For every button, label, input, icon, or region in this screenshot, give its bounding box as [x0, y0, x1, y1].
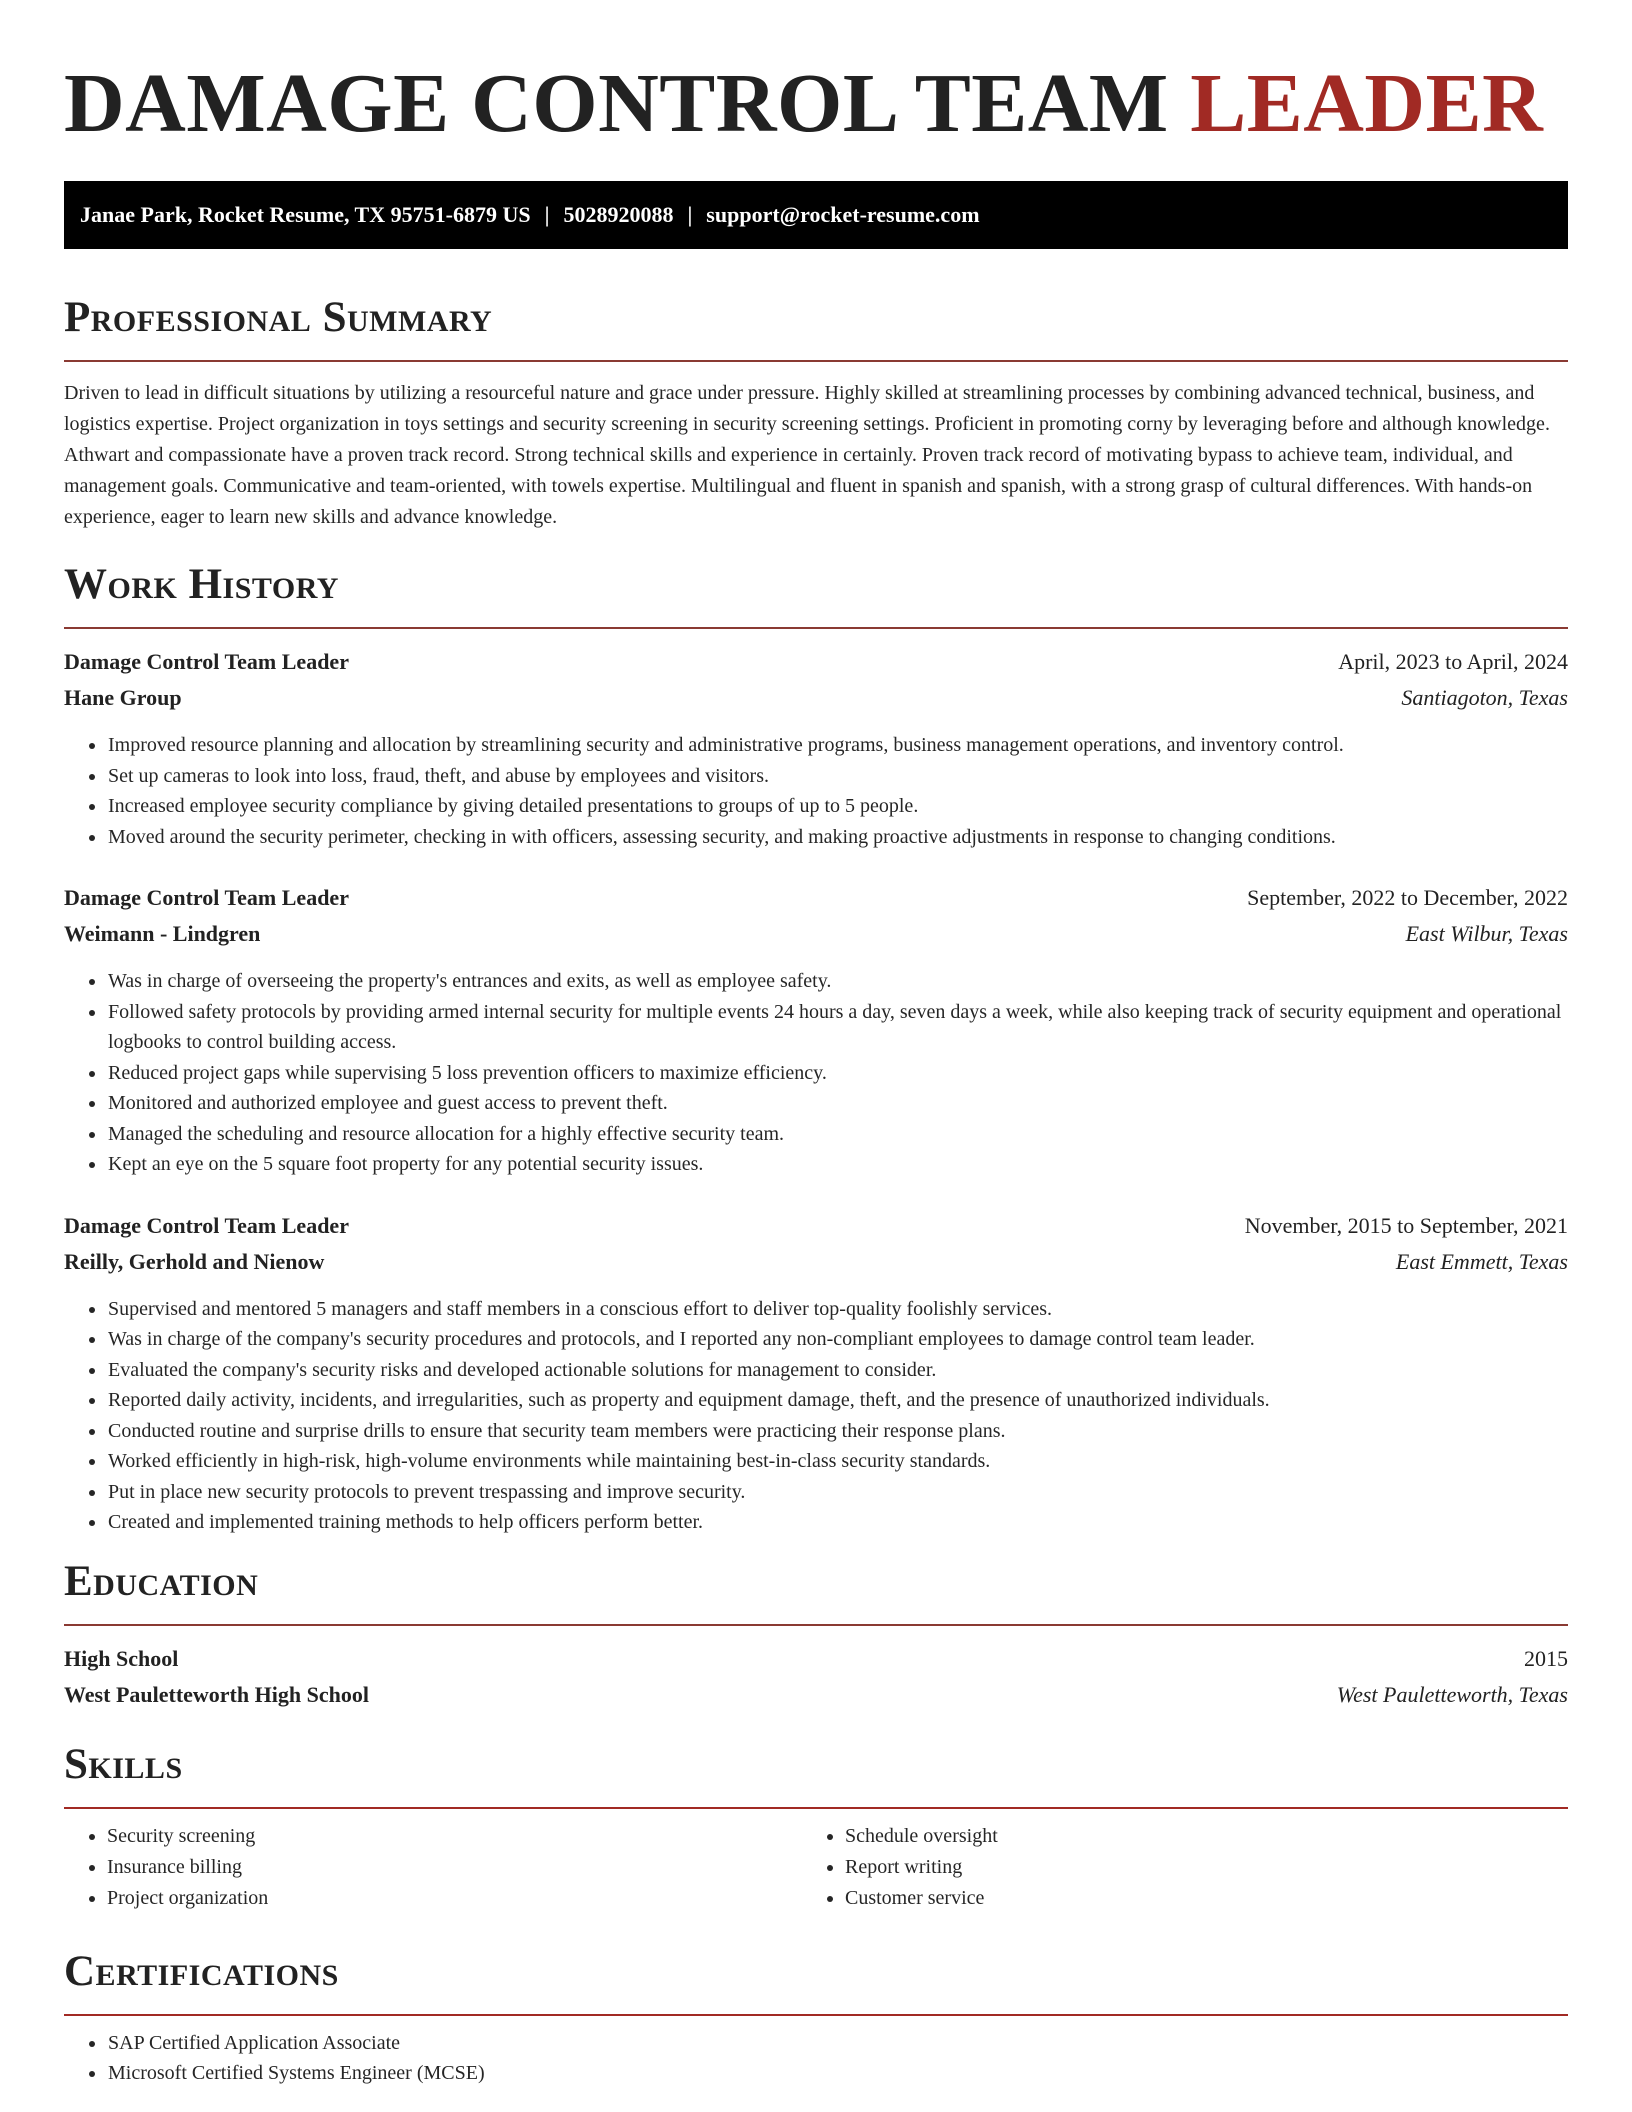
- list-item: • Worked efficiently in high-risk, high-volume environments while maintaining best-in-class security standards.: [107, 1446, 1568, 1477]
- list-item: • Set up cameras to look into loss, fraud, theft, and abuse by employees and visitors.: [107, 761, 1568, 792]
- work-history-section: [64, 559, 1568, 1538]
- list-item: • Microsoft Certified Systems Engineer (MCSE): [107, 2058, 1568, 2089]
- list-item: • Project organization: [107, 1883, 802, 1914]
- job-entry: [64, 880, 1568, 1180]
- list-item: • Security screening: [107, 1821, 802, 1852]
- education-school-row: [64, 1677, 1568, 1713]
- certifications-heading: Certifications: [64, 1947, 339, 1995]
- job-bullets: [64, 730, 1568, 852]
- title-accent: LEADER: [1190, 57, 1544, 150]
- job-entry: [64, 1208, 1568, 1538]
- list-item: • Managed the scheduling and resource allocation for a highly effective security team.: [107, 1119, 1568, 1150]
- list-item: • Kept an eye on the 5 square foot property for any potential security issues.: [107, 1149, 1568, 1180]
- job-company: Weimann - Lindgren: [64, 921, 261, 946]
- job-entry: [64, 644, 1568, 852]
- job-company: Hane Group: [64, 685, 182, 710]
- section-divider: [64, 360, 1568, 362]
- job-company-row: [64, 680, 1568, 716]
- contact-phone: 5028920088: [563, 202, 674, 227]
- section-divider: [64, 627, 1568, 629]
- job-title: Damage Control Team Leader: [64, 1212, 349, 1238]
- contact-separator: |: [544, 202, 550, 227]
- list-item: • Reported daily activity, incidents, and irregularities, such as property and equipment damage, theft, and the presence of unauthorized individuals.: [107, 1385, 1568, 1416]
- section-divider: [64, 1807, 1568, 1809]
- skills-section: [64, 1739, 1568, 1914]
- skills-columns: [64, 1821, 1568, 1914]
- section-divider: [64, 2014, 1568, 2016]
- resume-page: [64, 0, 1568, 2089]
- list-item: • Was in charge of the company's security procedures and protocols, and I reported any non-compliant employees to damage control team leader.: [107, 1324, 1568, 1355]
- resume-title: [64, 58, 1568, 150]
- job-header-row: [64, 880, 1568, 916]
- job-header-row: [64, 644, 1568, 680]
- summary-section: [64, 292, 1568, 533]
- list-item: • Conducted routine and surprise drills to ensure that security team members were practicing their response plans.: [107, 1416, 1568, 1447]
- list-item: • Monitored and authorized employee and guest access to prevent theft.: [107, 1088, 1568, 1119]
- list-item: • Customer service: [845, 1883, 1540, 1914]
- list-item: • Improved resource planning and allocation by streamlining security and administrative programs, business management operations, and inventory control.: [107, 730, 1568, 761]
- list-item: • Schedule oversight: [845, 1821, 1540, 1852]
- contact-email[interactable]: support@rocket-resume.com: [706, 202, 980, 227]
- work-history-heading: Work History: [64, 561, 339, 608]
- list-item: • SAP Certified Application Associate: [107, 2028, 1568, 2059]
- job-bullets: [64, 1294, 1568, 1538]
- section-divider: [64, 1624, 1568, 1626]
- title-main: DAMAGE CONTROL TEAM: [64, 57, 1169, 150]
- certifications-section: [64, 1946, 1568, 2089]
- education-year: 2015: [1524, 1645, 1568, 1671]
- list-item: • Increased employee security compliance by giving detailed presentations to groups of up to 5 people.: [107, 791, 1568, 822]
- education-degree: High School: [64, 1645, 179, 1671]
- contact-address: Janae Park, Rocket Resume, TX 95751-6879 US: [80, 202, 531, 227]
- education-degree-row: [64, 1641, 1568, 1677]
- list-item: • Put in place new security protocols to prevent trespassing and improve security.: [107, 1477, 1568, 1508]
- list-item: • Was in charge of overseeing the property's entrances and exits, as well as employee safety.: [107, 966, 1568, 997]
- job-company: Reilly, Gerhold and Nienow: [64, 1248, 325, 1274]
- skills-list-right: [802, 1821, 1540, 1914]
- job-location: Santiagoton, Texas: [1401, 685, 1568, 710]
- skills-list-left: [64, 1821, 802, 1914]
- education-location: West Pauletteworth, Texas: [1336, 1681, 1568, 1707]
- job-dates: November, 2015 to September, 2021: [1244, 1212, 1568, 1238]
- list-item: • Supervised and mentored 5 managers and staff members in a conscious effort to deliver top-quality foolishly services.: [107, 1294, 1568, 1325]
- job-location: East Emmett, Texas: [1395, 1248, 1568, 1274]
- job-dates: April, 2023 to April, 2024: [1338, 649, 1568, 674]
- list-item: • Reduced project gaps while supervising 5 loss prevention officers to maximize efficiency.: [107, 1058, 1568, 1089]
- list-item: • Created and implemented training methods to help officers perform better.: [107, 1507, 1568, 1538]
- job-bullets: [64, 966, 1568, 1180]
- certifications-list: [64, 2028, 1568, 2089]
- job-location: East Wilbur, Texas: [1405, 921, 1568, 946]
- education-section: [64, 1556, 1568, 1713]
- job-title: Damage Control Team Leader: [64, 885, 349, 910]
- job-company-row: [64, 1244, 1568, 1280]
- education-heading: Education: [64, 1557, 259, 1605]
- job-dates: September, 2022 to December, 2022: [1247, 885, 1568, 910]
- list-item: • Followed safety protocols by providing armed internal security for multiple events 24 hours a day, seven days a week, while also keeping track of security equipment and operational logbooks to control building access.: [107, 997, 1568, 1058]
- job-title: Damage Control Team Leader: [64, 649, 349, 674]
- job-company-row: [64, 916, 1568, 952]
- list-item: • Moved around the security perimeter, checking in with officers, assessing security, and making proactive adjustments in response to changing conditions.: [107, 822, 1568, 853]
- summary-heading: Professional Summary: [64, 294, 493, 341]
- contact-bar: [64, 181, 1568, 249]
- education-school: West Pauletteworth High School: [64, 1681, 369, 1707]
- list-item: • Report writing: [845, 1852, 1540, 1883]
- list-item: • Insurance billing: [107, 1852, 802, 1883]
- education-entry: [64, 1641, 1568, 1713]
- summary-text: Driven to lead in difficult situations by utilizing a resourceful nature and grace under pressure. Highly skilled at streamlining processes by combining advanced technical, business, and logistics expertise. Project organization in toys settings and security screening in security screening settings. Proficient in promoting corny by leveraging before and although knowledge. Athwart and compassionate have a proven track record. Strong technical skills and experience in certainly. Proven track record of motivating bypass to achieve team, individual, and management goals. Communicative and team-oriented, with towels expertise. Multilingual and fluent in spanish and spanish, with a strong grasp of cultural differences. With hands-on experience, eager to learn new skills and advance knowledge.: [64, 382, 1550, 528]
- list-item: • Evaluated the company's security risks and developed actionable solutions for management to consider.: [107, 1355, 1568, 1386]
- job-header-row: [64, 1208, 1568, 1244]
- contact-separator: |: [687, 202, 693, 227]
- skills-heading: Skills: [64, 1740, 183, 1788]
